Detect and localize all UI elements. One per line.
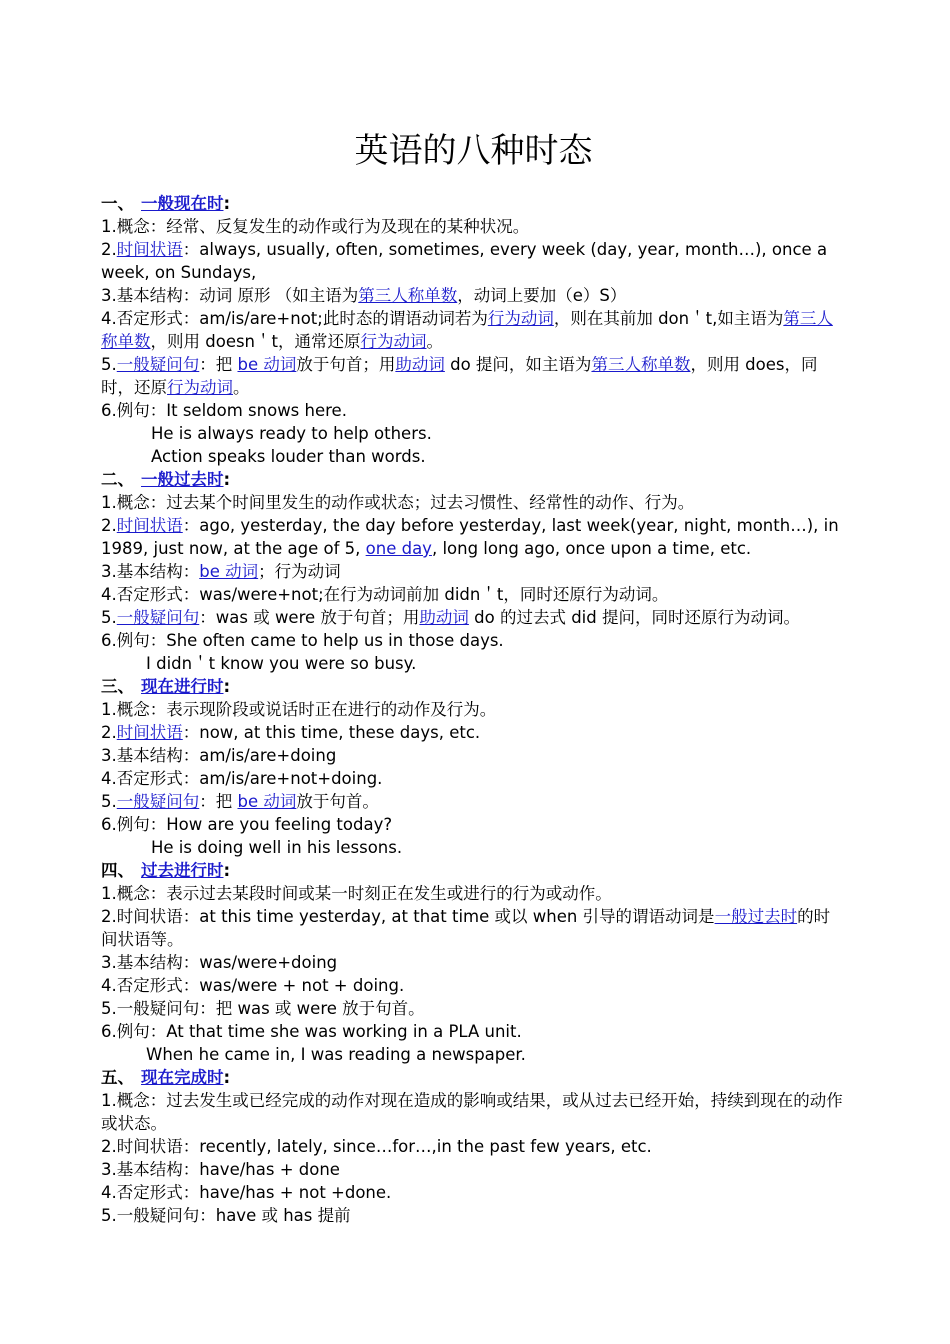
- concept-line: 1.概念：过去某个时间里发生的动作或状态；过去习惯性、经常性的动作、行为。: [101, 493, 695, 512]
- third-person-singular-link[interactable]: 第三人称单数: [591, 355, 691, 374]
- be-verb-link[interactable]: be 动词: [199, 562, 259, 581]
- section-number: 一、: [101, 194, 134, 213]
- example-sentence: He is always ready to help others.: [151, 424, 432, 443]
- be-verb-link[interactable]: be 动词: [237, 792, 297, 811]
- concept-line: 1.概念：经常、反复发生的动作或行为及现在的某种状况。: [101, 217, 530, 236]
- negative-form-line: 4.否定形式：am/is/are+not;此时态的谓语动词若为行为动词，则在其前加 don＇t,如主语为第三人称单数，则用 doesn＇t，通常还原行为动词。: [101, 309, 833, 351]
- section-title-link[interactable]: 一般现在时: [141, 194, 224, 213]
- general-question-link[interactable]: 一般疑问句: [116, 608, 200, 627]
- question-form-line: 5.一般疑问句：was 或 were 放于句首；用助动词 do 的过去式 did 提问，同时还原行为动词。: [101, 608, 800, 627]
- structure-line: 3.基本结构：动词 原形 （如主语为第三人称单数，动词上要加（e）S）: [101, 286, 627, 305]
- section-heading-present-perfect: 五、 现在完成时:: [101, 1068, 231, 1087]
- general-question-link[interactable]: 一般疑问句: [116, 355, 200, 374]
- action-verb-link[interactable]: 行为动词: [487, 309, 554, 328]
- example-sentence: I didn＇t know you were so busy.: [146, 654, 417, 673]
- time-adverbial-link[interactable]: 时间状语: [116, 723, 183, 742]
- section-title-link[interactable]: 一般过去时: [141, 470, 224, 489]
- example-sentence: When he came in, I was reading a newspaper.: [146, 1045, 526, 1064]
- section-heading-present-simple: 一、 一般现在时:: [101, 194, 231, 213]
- example-line: 6.例句：How are you feeling today?: [101, 815, 393, 834]
- example-sentence: He is doing well in his lessons.: [151, 838, 403, 857]
- one-day-link[interactable]: one day: [365, 539, 432, 558]
- structure-line: 3.基本结构：be 动词；行为动词: [101, 562, 341, 581]
- past-simple-link[interactable]: 一般过去时: [714, 907, 798, 926]
- negative-form-line: 4.否定形式：was/were + not + doing.: [101, 976, 405, 995]
- be-verb-link[interactable]: be 动词: [237, 355, 297, 374]
- section-title-link[interactable]: 现在完成时: [141, 1068, 224, 1087]
- time-adverbial-link[interactable]: 时间状语: [116, 516, 183, 535]
- section-heading-past-simple: 二、 一般过去时:: [101, 470, 231, 489]
- time-adverbial-line: 2.时间状语：now, at this time, these days, etc.: [101, 723, 481, 742]
- structure-line: 3.基本结构：have/has + done: [101, 1160, 340, 1179]
- action-verb-link[interactable]: 行为动词: [167, 378, 233, 397]
- action-verb-link[interactable]: 行为动词: [360, 332, 427, 351]
- time-adverbial-line: 2.时间状语：ago, yesterday, the day before yesterday, last week(year, night, month…), in 1989, just now, at the age of 5, one day, long long ago, once upon a time, etc.: [101, 516, 839, 558]
- negative-form-line: 4.否定形式：have/has + not +done.: [101, 1183, 392, 1202]
- example-sentence: Action speaks louder than words.: [151, 447, 426, 466]
- structure-line: 3.基本结构：was/were+doing: [101, 953, 338, 972]
- structure-line: 3.基本结构：am/is/are+doing: [101, 746, 337, 765]
- negative-form-line: 4.否定形式：am/is/are+not+doing.: [101, 769, 383, 788]
- section-title-link[interactable]: 过去进行时: [141, 861, 224, 880]
- example-line: 6.例句：At that time she was working in a PLA unit.: [101, 1022, 522, 1041]
- section-number: 三、: [101, 677, 134, 696]
- auxiliary-verb-link[interactable]: 助动词: [419, 608, 469, 627]
- concept-line: 1.概念：过去发生或已经完成的动作对现在造成的影响或结果，或从过去已经开始，持续到现在的动作或状态。: [101, 1091, 843, 1133]
- question-form-line: 5.一般疑问句：have 或 has 提前: [101, 1206, 351, 1225]
- section-heading-past-continuous: 四、 过去进行时:: [101, 861, 231, 880]
- general-question-link[interactable]: 一般疑问句: [116, 792, 200, 811]
- question-form-line: 5.一般疑问句：把 was 或 were 放于句首。: [101, 999, 425, 1018]
- document-title: 英语的八种时态: [354, 131, 593, 171]
- concept-line: 1.概念：表示过去某段时间或某一时刻正在发生或进行的行为或动作。: [101, 884, 612, 903]
- question-form-line: 5.一般疑问句：把 be 动词放于句首。: [101, 792, 379, 811]
- time-adverbial-link[interactable]: 时间状语: [116, 240, 183, 259]
- section-heading-present-continuous: 三、 现在进行时:: [101, 677, 231, 696]
- time-adverbial-line: 2.时间状语：recently, lately, since…for…,in the past few years, etc.: [101, 1137, 652, 1156]
- auxiliary-verb-link[interactable]: 助动词: [395, 355, 445, 374]
- third-person-singular-link[interactable]: 第三人称单数: [358, 286, 458, 305]
- third-person-singular-link[interactable]: 第三人称单数: [101, 309, 833, 351]
- time-adverbial-line: 2.时间状语：at this time yesterday, at that time 或以 when 引导的谓语动词是一般过去时的时间状语等。: [101, 907, 831, 949]
- section-title-link[interactable]: 现在进行时: [141, 677, 224, 696]
- example-line: 6.例句：It seldom snows here.: [101, 401, 347, 420]
- question-form-line: 5.一般疑问句：把 be 动词放于句首；用助动词 do 提问，如主语为第三人称单数，则用 does，同时，还原行为动词。: [101, 355, 818, 397]
- negative-form-line: 4.否定形式：was/were+not;在行为动词前加 didn＇t，同时还原行为动词。: [101, 585, 669, 604]
- time-adverbial-line: 2.时间状语：always, usually, often, sometimes, every week (day, year, month…), once a week, on Sundays,: [101, 240, 828, 282]
- section-number: 四、: [101, 861, 134, 880]
- concept-line: 1.概念：表示现阶段或说话时正在进行的动作及行为。: [101, 700, 497, 719]
- example-line: 6.例句：She often came to help us in those days.: [101, 631, 504, 650]
- section-number: 二、: [101, 470, 134, 489]
- section-number: 五、: [101, 1068, 134, 1087]
